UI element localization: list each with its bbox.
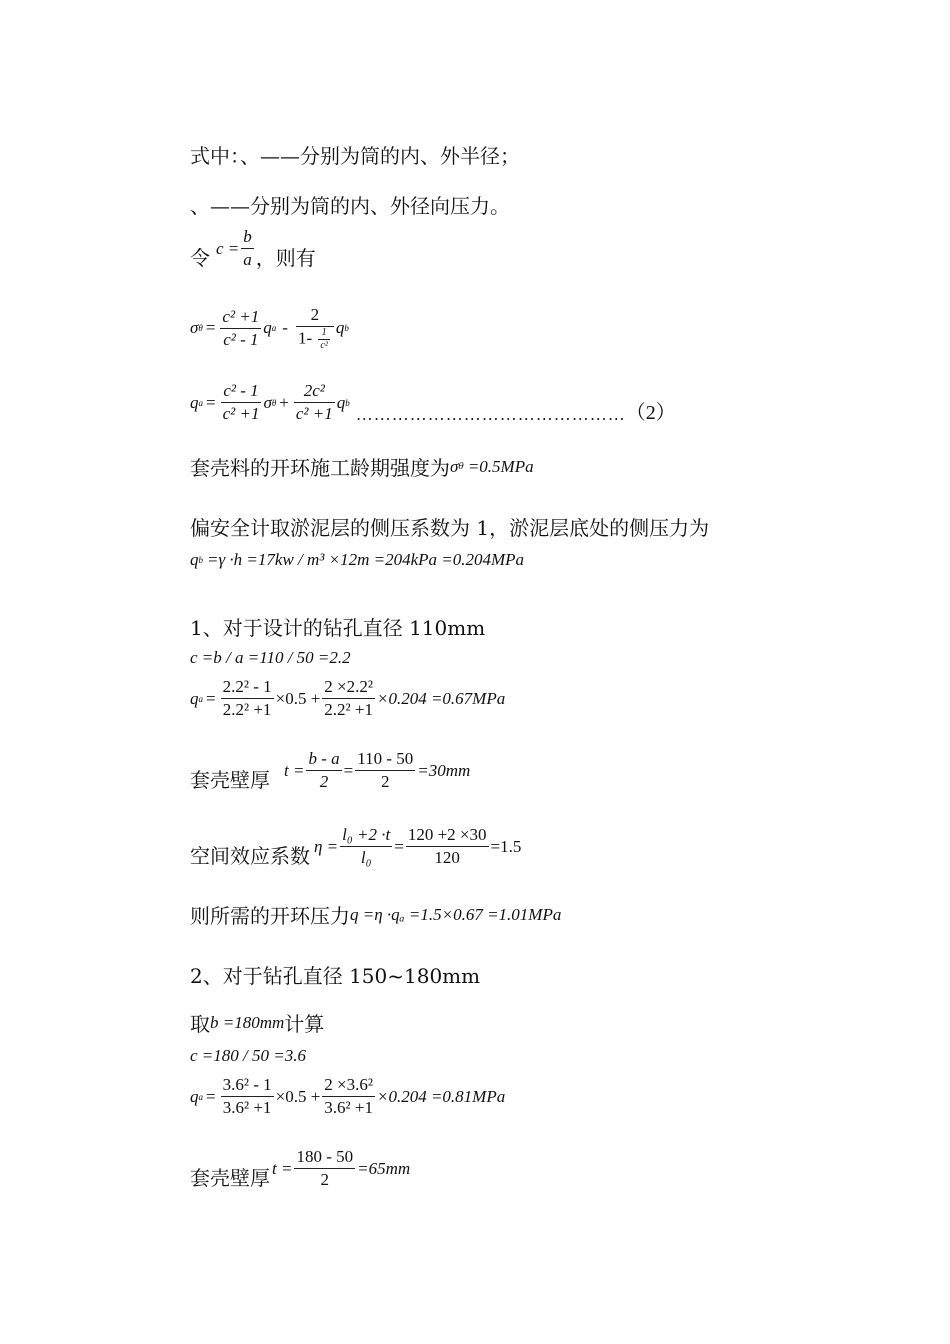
eta-num1: l₀ +2 ·t [340, 824, 392, 847]
qa2-num1: 3.6² - 1 [221, 1074, 274, 1097]
qa1-frac1 [221, 676, 274, 721]
sigma: σ [190, 318, 199, 337]
c2-line: c =180 / 50 =3.6 [190, 1046, 306, 1065]
take-b-line [190, 1008, 324, 1037]
qa2-tail: ×0.204 =0.81MPa [376, 1086, 506, 1106]
strength-label: 套壳料的开环施工龄期强度为 [190, 456, 450, 480]
c-fraction [241, 226, 254, 271]
eq1-small-num: 1 [318, 327, 329, 340]
calc-label: 计算 [284, 1012, 325, 1036]
t1-frac2 [355, 748, 415, 793]
qa2-den1: 3.6² +1 [222, 1098, 272, 1117]
sigma-sub: θ [198, 323, 203, 333]
t2-num: 180 - 50 [294, 1146, 355, 1169]
text-line-1: 式中：、——分别为筒的内、外半径； [190, 144, 520, 168]
eq1-qsub: a [271, 323, 277, 333]
c-den: a [243, 250, 252, 269]
c-lhs: c = [216, 238, 240, 258]
eq2-num1: c² - 1 [221, 380, 262, 403]
c-num: b [241, 226, 254, 249]
eta-tail: =1.5 [490, 836, 522, 856]
eq1-frac2 [296, 304, 334, 352]
need-label: 则所需的开环压力 [190, 904, 350, 928]
c1-line: c =b / a =110 / 50 =2.2 [190, 648, 351, 667]
then-label: ，则有 [255, 246, 316, 270]
eq2-den2: c² +1 [295, 404, 333, 423]
qa2-frac2 [322, 1074, 375, 1119]
text-line-7: 偏安全计取淤泥层的侧压系数为 1，淤泥层底处的侧压力为 [190, 516, 710, 540]
leader-dots: ……………………………………… [355, 405, 626, 424]
space-label: 空间效应系数 [190, 844, 310, 868]
space-factor: 空间效应系数 η = $\frac{\text{l₀ +2 ·t}}{\text{l₀}}$ = $\frac{120 +2 \times 30}{120}$ =1.5 [190, 825, 522, 868]
eq1-q2: q [335, 318, 345, 337]
eta-frac2 [406, 824, 489, 869]
eq1-small-den: c² [320, 340, 328, 351]
eq1-q2sub: b [344, 323, 349, 333]
eq1-num2: 2 [296, 304, 334, 327]
eq1-minus: - [282, 318, 288, 337]
wall-thickness-1: 套壳壁厚 t = $\frac{b - a}{2}$ = $\frac{110 - 50}{2}$ =30mm [190, 749, 471, 792]
ling-label: 令 [190, 246, 210, 270]
section-1-title: 1、对于设计的钻孔直径 110mm [190, 616, 486, 640]
equation-2: q a = $\frac{\text{c² - 1}}{\text{c² +1}}$ σ θ + $\frac{\text{2c²}}{\text{c² +1}}$ q b ……………………………………… （2） [190, 381, 676, 424]
t1-frac1 [306, 748, 341, 793]
qa1-den2: 2.2² +1 [324, 700, 373, 719]
section-2-title: 2、对于钻孔直径 150~180mm [190, 964, 481, 988]
eq2-frac1 [221, 380, 262, 425]
eta-den2: 120 [434, 848, 460, 867]
t1-num1: b - a [306, 748, 341, 771]
t2-den: 2 [320, 1170, 330, 1189]
qa1-num1: 2.2² - 1 [221, 676, 274, 699]
qa1-equation: q a = $\frac{\text{2.2² - 1}}{\text{2.2² +1}}$ ×0.5 + $\frac{\text{2 ×2.2²}}{\text{2.2² +1}}$ ×0.204 =0.67MPa [190, 677, 506, 719]
eq1-den2-text: 1- [297, 328, 313, 348]
eq2-den1: c² +1 [222, 404, 260, 423]
eq2-frac2 [294, 380, 335, 425]
t1-tail: =30mm [417, 760, 471, 780]
eq1-num1: c² +1 [220, 306, 261, 329]
qb-equation: q b =γ ·h =17kw / m³ ×12m =204kPa =0.204MPa [190, 550, 525, 569]
t1-den1: 2 [319, 772, 329, 791]
eta-den1: l₀ [360, 848, 372, 867]
eq2-q: q [190, 392, 199, 412]
qa1-tail: ×0.204 =0.67MPa [376, 688, 506, 708]
required-pressure [190, 900, 561, 929]
t1-num2: 110 - 50 [355, 748, 415, 771]
qb-expr: =γ ·h =17kw / m³ ×12m =204kPa =0.204MPa [207, 550, 525, 569]
qa1-mid: ×0.5 + [275, 688, 321, 708]
eq1-den1: c² - 1 [223, 329, 259, 349]
q-need-expr: q =η ·qₐ =1.5×0.67 =1.01MPa [350, 904, 562, 924]
eq1-q: q [263, 318, 272, 337]
qa1-num2: 2 ×2.2² [322, 676, 375, 699]
eq1-den2 [296, 327, 334, 352]
t1-den2: 2 [380, 772, 390, 791]
wall-thickness-2: 套壳壁厚 t = $\frac{180 - 50}{2}$ =65mm [190, 1147, 411, 1190]
eq1-small-frac [318, 327, 329, 352]
qa2-frac1 [221, 1074, 274, 1119]
qa1-den1: 2.2² +1 [222, 700, 272, 719]
eta-frac1 [340, 824, 392, 869]
b-value: b =180mm [210, 1012, 285, 1032]
qa2-mid: ×0.5 + [275, 1086, 321, 1106]
eq1-frac1 [220, 306, 261, 351]
take-label: 取 [190, 1012, 210, 1036]
strength-value: =0.5MPa [467, 456, 534, 476]
c-definition [190, 226, 316, 271]
eq2-qsub: a [198, 397, 203, 408]
equation-1: σ θ = $\frac{\text{c² +1}}{\text{c² - 1}}$ q a - 2 1- $\frac{1}{\text{c²}}$ q b [190, 305, 349, 351]
equation-number: （2） [625, 402, 676, 424]
qa2-den2: 3.6² +1 [324, 1098, 373, 1117]
eq2-num2: 2c² [294, 380, 335, 403]
wall1-label: 套壳壁厚 [190, 768, 270, 792]
qa1-frac2 [322, 676, 375, 721]
wall2-label: 套壳壁厚 [190, 1166, 270, 1190]
qa2-equation: q a = $\frac{\text{3.6² - 1}}{\text{3.6² +1}}$ ×0.5 + $\frac{\text{2 ×3.6²}}{\text{3.6² +1}}$ ×0.204 =0.81MPa [190, 1075, 506, 1117]
eta-num2: 120 +2 ×30 [406, 824, 489, 847]
qa2-num2: 2 ×3.6² [322, 1074, 375, 1097]
text-line-2: 、——分别为筒的内、外径向压力。 [190, 194, 510, 218]
t2-frac [294, 1146, 355, 1191]
t2-tail: =65mm [357, 1158, 411, 1178]
strength-line: 套壳料的开环施工龄期强度为 σ θ =0.5MPa [190, 452, 534, 481]
